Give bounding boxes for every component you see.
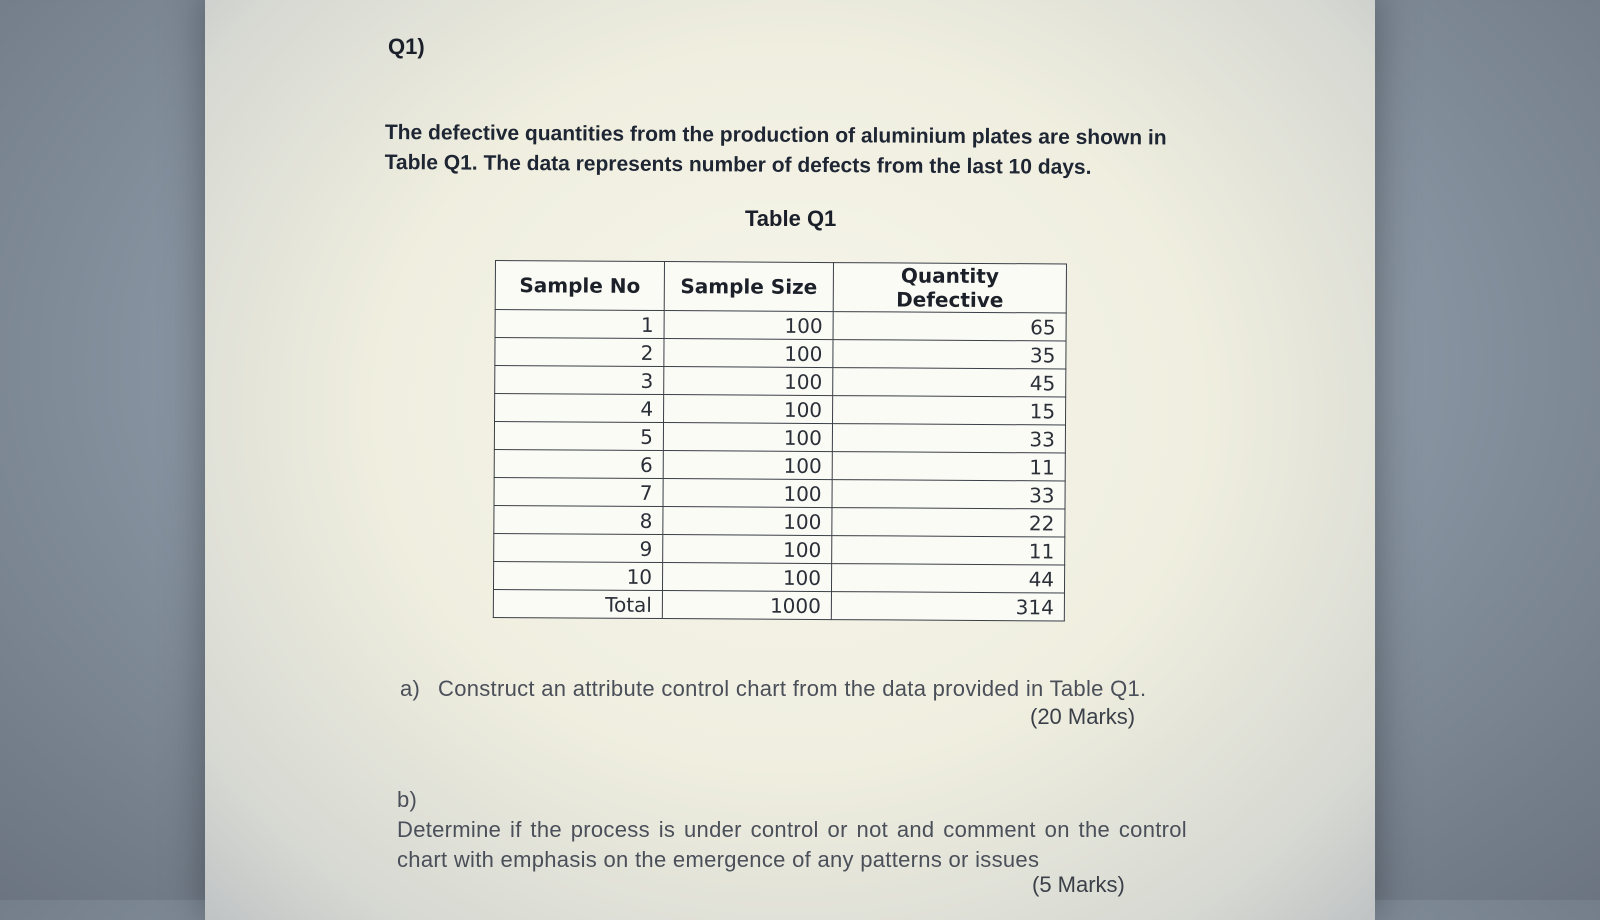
cell-sample-no: 7 (494, 477, 663, 506)
cell-quantity-defective: 45 (833, 368, 1066, 397)
part-a-text: Construct an attribute control chart from the data provided in Table Q1. (438, 676, 1147, 701)
intro-paragraph: The defective quantities from the production of aluminium plates are shown in Table Q1. The data represents number of defects from the last 10 days. (384, 120, 1167, 179)
cell-sample-size: 100 (663, 507, 832, 536)
question-part-b (397, 785, 1217, 875)
part-b-text: Determine if the process is under control or not and comment on the control chart with emphasis on the emergence of any patterns or issues (397, 817, 1187, 872)
cell-sample-size: 100 (664, 395, 833, 424)
table-caption: Table Q1 (745, 206, 837, 231)
cell-sample-no: 8 (494, 505, 663, 534)
table-row (495, 338, 1066, 369)
cell-sample-no: 9 (494, 533, 663, 562)
cell-sample-no: 1 (495, 310, 664, 339)
question-part-a (400, 674, 1146, 704)
part-a-marks: (20 Marks) (1030, 704, 1136, 729)
cell-sample-size: 100 (663, 451, 832, 480)
table-total-row (493, 589, 1064, 620)
table-row (495, 394, 1066, 425)
cell-sample-no: 6 (494, 449, 663, 478)
cell-sample-no: 10 (493, 561, 662, 590)
table-row (494, 505, 1065, 536)
cell-quantity-defective: 44 (831, 564, 1064, 593)
cell-quantity-defective: 33 (832, 480, 1065, 509)
cell-quantity-defective: 35 (833, 340, 1066, 369)
cell-total-sample-size: 1000 (662, 591, 831, 620)
header-sample-no: Sample No (495, 261, 664, 311)
cell-quantity-defective: 11 (832, 536, 1065, 565)
cell-quantity-defective: 15 (833, 396, 1066, 425)
part-b-prefix: b) (397, 787, 418, 812)
cell-quantity-defective: 11 (832, 452, 1065, 481)
table-row (494, 449, 1065, 480)
cell-sample-no: 5 (494, 422, 663, 451)
part-a-prefix: a) (400, 676, 421, 701)
cell-sample-size: 100 (663, 479, 832, 508)
question-label: Q1) (388, 34, 425, 59)
cell-sample-size: 100 (662, 563, 831, 592)
cell-total-label: Total (493, 589, 662, 618)
part-b-marks: (5 Marks) (1032, 872, 1125, 897)
cell-sample-no: 3 (495, 366, 664, 395)
table-header-row (495, 261, 1066, 313)
cell-quantity-defective: 33 (832, 424, 1065, 453)
table-row (494, 477, 1065, 508)
header-quantity-defective: Quantity Defective (833, 263, 1066, 313)
cell-sample-size: 100 (663, 423, 832, 452)
cell-sample-size: 100 (663, 535, 832, 564)
cell-sample-no: 4 (495, 394, 664, 423)
table-row (494, 533, 1065, 564)
table-row (495, 366, 1066, 397)
cell-sample-no: 2 (495, 338, 664, 367)
cell-sample-size: 100 (664, 339, 833, 368)
defects-table (493, 260, 1067, 621)
cell-sample-size: 100 (664, 311, 833, 340)
cell-total-defective: 314 (831, 592, 1064, 621)
cell-quantity-defective: 65 (833, 312, 1066, 341)
table-row (494, 422, 1065, 453)
cell-sample-size: 100 (664, 367, 833, 396)
header-sample-size: Sample Size (664, 262, 833, 312)
cell-quantity-defective: 22 (832, 508, 1065, 537)
table-row (495, 310, 1066, 341)
table-row (493, 561, 1064, 592)
